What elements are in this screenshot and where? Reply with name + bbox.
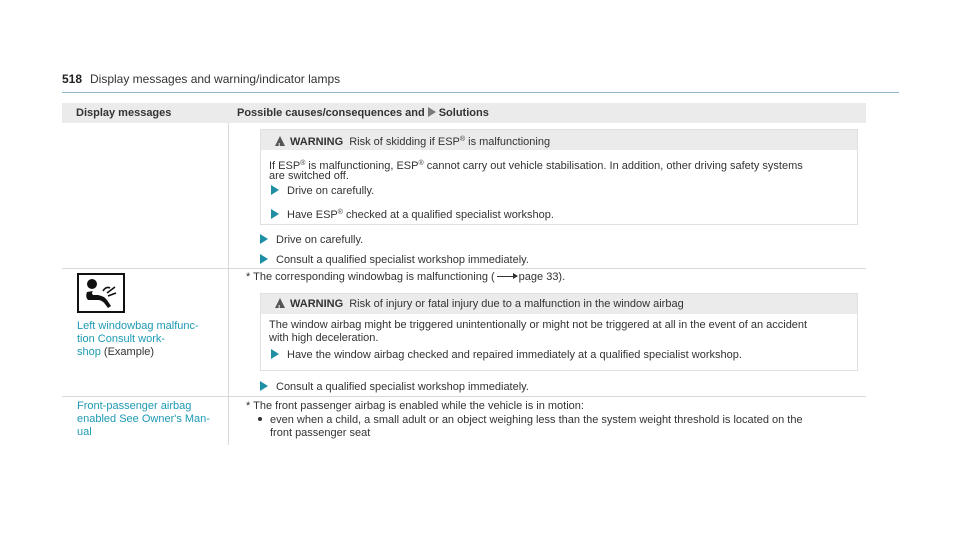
solution-step: Consult a qualified specialist workshop immediately. [260, 381, 529, 394]
warning-box-esp [260, 129, 858, 225]
page-number: 518 [62, 72, 83, 86]
step-arrow-icon [271, 209, 279, 219]
row-divider [62, 268, 866, 269]
step-arrow-icon [260, 254, 268, 264]
airbag-seat-icon [77, 273, 125, 313]
messages-table [62, 103, 866, 439]
cause-front-passenger-airbag: * The front passenger airbag is enabled while the vehicle is in motion: [246, 400, 584, 412]
page-reference-arrow-icon [497, 276, 517, 277]
warning-step: Drive on carefully. [271, 185, 374, 198]
warning-step: Have the window airbag checked and repaired immediately at a qualified specialist workshop. [271, 349, 742, 362]
bullet-item-continued: front passenger seat [270, 427, 371, 439]
warning-header: !WARNING Risk of injury or fatal injury due to a malfunction in the window airbag [261, 294, 857, 314]
warning-header: !WARNING Risk of skidding if ESP® is malfunctioning [261, 130, 857, 150]
warning-body-line2: with high deceleration. [269, 332, 379, 344]
table-header [62, 103, 866, 123]
cause-windowbag: * The corresponding windowbag is malfunctioning ( page 33). [246, 271, 566, 283]
warning-body-line1: The window airbag might be triggered unintentionally or might not be triggered at all in the event of an accident [269, 319, 808, 331]
message-left-windowbag-line1: Left windowbag malfunc- [77, 320, 199, 332]
message-front-passenger-airbag-line1: Front-passenger airbag [77, 400, 192, 412]
step-arrow-icon [271, 185, 279, 195]
page-header [62, 72, 899, 93]
warning-box-window-airbag [260, 293, 858, 371]
row-divider [62, 396, 866, 397]
message-front-passenger-airbag-line2: enabled See Owner's Man- [77, 413, 210, 425]
warning-body-line2: are switched off. [269, 170, 349, 182]
solution-step: Drive on carefully. [260, 234, 363, 247]
message-front-passenger-airbag-line3: ual [77, 426, 92, 438]
page-title: Display messages and warning/indicator lamps [90, 72, 341, 86]
bullet-icon [258, 417, 262, 421]
message-left-windowbag-line2: tion Consult work- [77, 333, 166, 345]
step-arrow-icon [260, 381, 268, 391]
warning-triangle-icon [275, 136, 285, 146]
arrow-right-icon [428, 107, 436, 117]
step-arrow-icon [271, 349, 279, 359]
bullet-item: even when a child, a small adult or an object weighing less than the system weight threshold is located on the [258, 414, 803, 427]
step-arrow-icon [260, 234, 268, 244]
message-left-windowbag-line3: shop (Example) [77, 346, 155, 358]
warning-step: Have ESP® checked at a qualified specialist workshop. [271, 206, 554, 222]
warning-triangle-icon [275, 298, 285, 308]
warning-body-line1: If ESP® is malfunctioning, ESP® cannot carry out vehicle stabilisation. In addition, other driving safety systems [269, 160, 803, 172]
solution-step: Consult a qualified specialist workshop immediately. [260, 254, 529, 267]
col-header-causes-solutions: Possible causes/consequences and Solutions [237, 107, 489, 119]
col-header-display-messages: Display messages [76, 107, 172, 119]
